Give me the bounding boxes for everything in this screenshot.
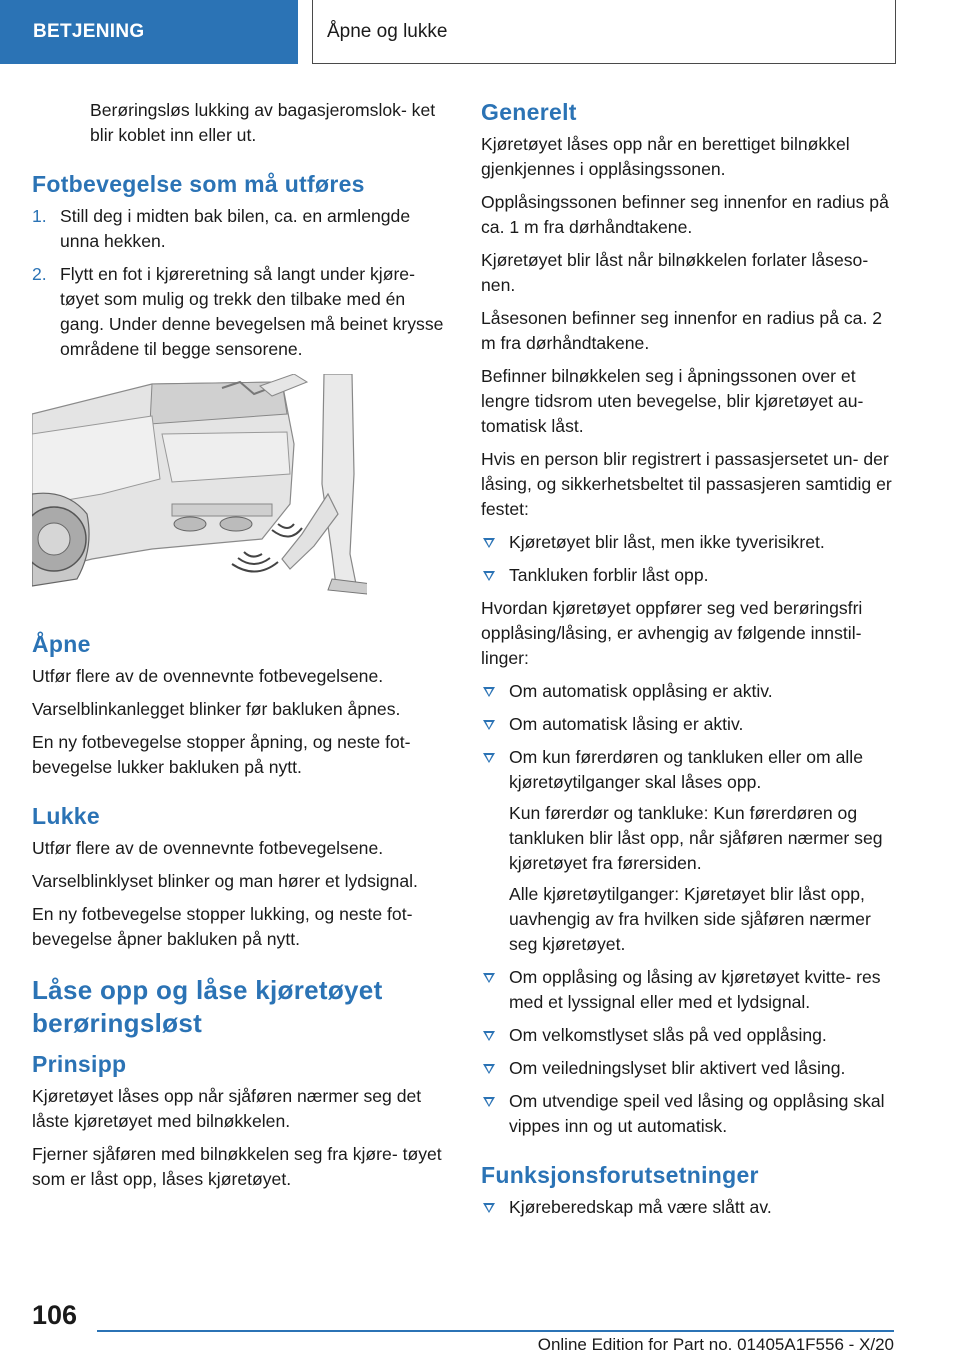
- list-sub-paragraph: Alle kjøretøytilganger: Kjøretøyet blir låst opp, uavhengig av fra hvilken side sjåføren nærmer seg kjøretøyet.: [509, 884, 871, 954]
- list-item: [481, 563, 896, 588]
- general-paragraph: Hvis en person blir registrert i passasjersetet un- der låsing, og sikkerhetsbeltet til passasjeren samtidig er festet:: [481, 449, 892, 519]
- principle-heading: Prinsipp: [32, 1051, 127, 1077]
- close-paragraph: Utfør flere av de ovennevnte fotbevegelsene.: [32, 838, 384, 858]
- list-item: [481, 1089, 896, 1139]
- close-paragraph: En ny fotbevegelse stopper lukking, og neste fot- bevegelse åpner bakluken på nytt.: [32, 904, 413, 949]
- step-item: [32, 204, 447, 254]
- list-item-text: Om velkomstlyset slås på ved opplåsing.: [509, 1025, 827, 1045]
- passenger-lock-list: [481, 530, 896, 588]
- step-item: [32, 262, 447, 362]
- step-text: Flytt en fot i kjøreretning så langt under kjøre- tøyet som mulig og trekk den tilbake med én gang. Under denne bevegelsen må beinet krysse områdene til begge sensorene.: [60, 264, 444, 359]
- general-paragraph: Låsesonen befinner seg innenfor en radius på ca. 2 m fra dørhåndtakene.: [481, 308, 883, 353]
- list-item-text: Om automatisk låsing er aktiv.: [509, 714, 744, 734]
- list-item-text: Om kun førerdøren og tankluken eller om alle kjøretøytilganger skal låses opp.: [509, 747, 863, 792]
- list-item: [481, 745, 896, 957]
- list-item-text: Tankluken forblir låst opp.: [509, 565, 709, 585]
- triangle-bullet-icon: [483, 1097, 495, 1107]
- principle-paragraph: Kjøretøyet låses opp når sjåføren nærmer seg det låste kjøretøyet med bilnøkkelen.: [32, 1086, 422, 1131]
- general-heading: Generelt: [481, 99, 577, 125]
- list-item: [481, 1023, 896, 1048]
- triangle-bullet-icon: [483, 720, 495, 730]
- triangle-bullet-icon: [483, 973, 495, 983]
- foot-gesture-illustration: [32, 374, 367, 596]
- foot-movement-heading: Fotbevegelse som må utføres: [32, 171, 365, 197]
- requirements-list: [481, 1195, 896, 1220]
- step-number: 1.: [32, 206, 47, 226]
- list-item-text: Kjøretøyet blir låst, men ikke tyverisikret.: [509, 532, 825, 552]
- step-number: 2.: [32, 264, 47, 284]
- list-item: [481, 965, 896, 1015]
- list-item: [481, 712, 896, 737]
- general-paragraph: Befinner bilnøkkelen seg i åpningssonen over et lengre tidsrom uten bevegelse, blir kjøretøyet au- tomatisk låst.: [481, 366, 864, 436]
- step-text: Still deg i midten bak bilen, ca. en armlengde unna hekken.: [60, 206, 411, 251]
- footer-divider: [97, 1330, 894, 1332]
- open-heading: Åpne: [32, 631, 91, 657]
- keyless-lock-heading: Låse opp og låse kjøretøyet berøringsløst: [32, 975, 383, 1038]
- triangle-bullet-icon: [483, 753, 495, 763]
- footer-edition: Online Edition for Part no. 01405A1F556 - X/20: [537, 1335, 894, 1354]
- general-paragraph: Kjøretøyet låses opp når en berettiget bilnøkkel gjenkjennes i opplåsingssonen.: [481, 134, 850, 179]
- list-item: [481, 1195, 896, 1220]
- requirements-heading: Funksjonsforutsetninger: [481, 1162, 759, 1188]
- general-paragraph: Opplåsingssonen befinner seg innenfor en radius på ca. 1 m fra dørhåndtakene.: [481, 192, 889, 237]
- header-title-box: [312, 0, 896, 64]
- list-item: [481, 1056, 896, 1081]
- list-item-text: Om utvendige speil ved låsing og opplåsing skal vippes inn og ut automatisk.: [509, 1091, 885, 1136]
- header-section-label: BETJENING: [0, 0, 298, 64]
- triangle-bullet-icon: [483, 571, 495, 581]
- list-item: [481, 530, 896, 555]
- general-paragraph: Kjøretøyet blir låst når bilnøkkelen forlater låseso- nen.: [481, 250, 869, 295]
- page-number: 106: [32, 1300, 78, 1330]
- list-item-text: Kjøreberedskap må være slått av.: [509, 1197, 772, 1217]
- left-column: [32, 98, 447, 1200]
- triangle-bullet-icon: [483, 1031, 495, 1041]
- list-sub-paragraph: Kun førerdør og tankluke: Kun førerdøren og tankluken blir låst opp, når sjåføren nærmer seg kjøretøyet fra førersiden.: [509, 803, 883, 873]
- list-item-text: Om opplåsing og låsing av kjøretøyet kvitte- res med et lyssignal eller med et lydsignal.: [509, 967, 881, 1012]
- triangle-bullet-icon: [483, 1064, 495, 1074]
- close-heading: Lukke: [32, 803, 100, 829]
- close-paragraph: Varselblinklyset blinker og man hører et lydsignal.: [32, 871, 418, 891]
- behavior-paragraph: Hvordan kjøretøyet oppfører seg ved berøringsfri opplåsing/låsing, er avhengig av følgende innstil- linger:: [481, 598, 863, 668]
- header-title: Åpne og lukke: [327, 20, 448, 42]
- principle-paragraph: Fjerner sjåføren med bilnøkkelen seg fra kjøre- tøyet som er låst opp, låses kjøretøyet.: [32, 1144, 442, 1189]
- steps-list: [32, 204, 447, 362]
- open-paragraph: Utfør flere av de ovennevnte fotbevegelsene.: [32, 666, 384, 686]
- triangle-bullet-icon: [483, 538, 495, 548]
- list-item: [481, 679, 896, 704]
- triangle-bullet-icon: [483, 1203, 495, 1213]
- list-item-text: Om automatisk opplåsing er aktiv.: [509, 681, 773, 701]
- right-column: [481, 98, 896, 1228]
- list-item-text: Om veiledningslyset blir aktivert ved låsing.: [509, 1058, 846, 1078]
- open-paragraph: Varselblinkanlegget blinker før bakluken åpnes.: [32, 699, 401, 719]
- settings-list: [481, 679, 896, 1139]
- triangle-bullet-icon: [483, 687, 495, 697]
- intro-paragraph: Berøringsløs lukking av bagasjeromslok- ket blir koblet inn eller ut.: [90, 100, 436, 145]
- open-paragraph: En ny fotbevegelse stopper åpning, og neste fot- bevegelse lukker bakluken på nytt.: [32, 732, 411, 777]
